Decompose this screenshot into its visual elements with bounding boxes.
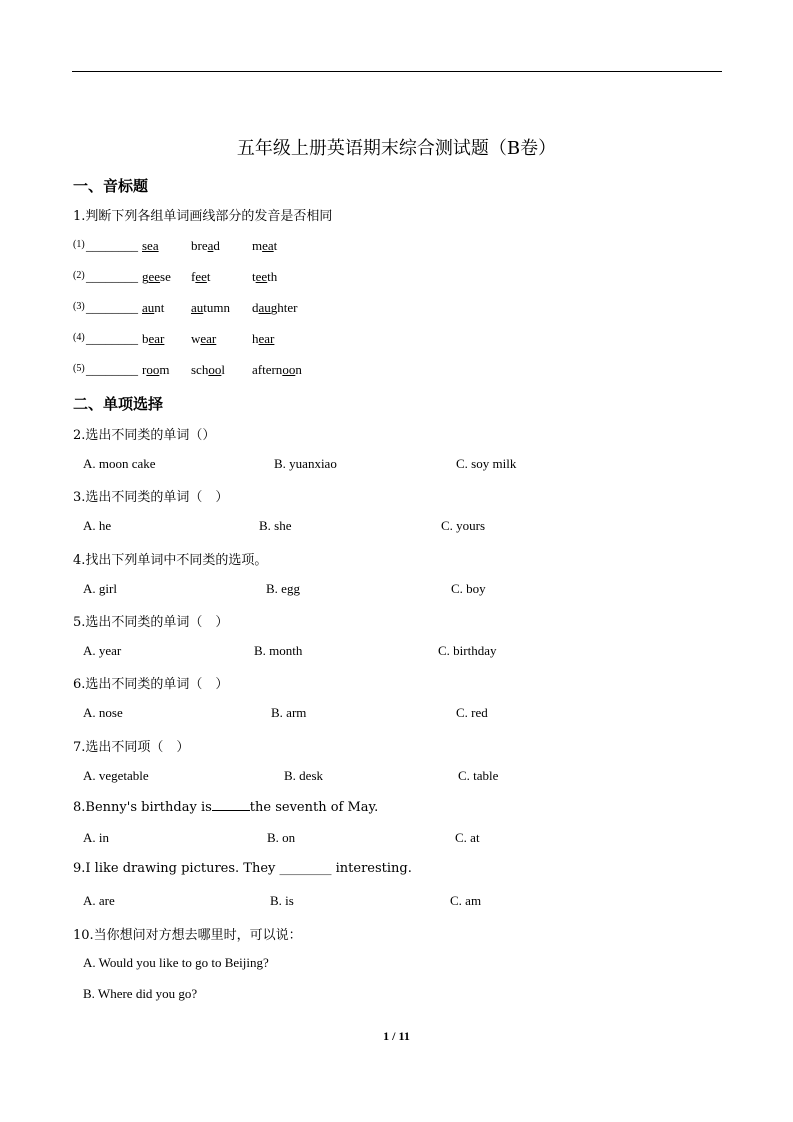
underlined-letters: ear (148, 331, 165, 346)
option-a[interactable]: A. Would you like to go to Beijing? (83, 955, 269, 970)
underlined-letters: ee (195, 269, 207, 284)
section-heading-single-choice: 二、单项选择 (73, 395, 164, 413)
word-w1 (142, 269, 171, 285)
word-w3 (252, 300, 298, 316)
underlined-letters: ea (262, 238, 274, 253)
word-w1 (142, 362, 169, 378)
option-b[interactable]: B. desk (284, 768, 323, 783)
word-part: m (159, 362, 170, 377)
word-part: h (252, 331, 259, 346)
answer-blank[interactable]: ________ (86, 362, 138, 377)
word-part: th (267, 269, 278, 284)
underlined-letters: ee (148, 269, 161, 284)
item-number: (2) (73, 270, 85, 281)
word-part: b (142, 331, 149, 346)
option-c[interactable]: C. soy milk (456, 456, 517, 471)
option-a[interactable]: A. year (83, 643, 122, 658)
question-4-stem: 4.找出下列单词中不同类的选项。 (73, 553, 268, 568)
underlined-letters: oo (282, 362, 296, 377)
option-c[interactable]: C. birthday (438, 643, 497, 658)
underlined-letters: au (258, 300, 271, 315)
word-part: ghter (270, 300, 298, 315)
option-c[interactable]: C. boy (451, 581, 486, 596)
word-part: w (191, 331, 201, 346)
word-part: bre (191, 238, 208, 253)
question-1-stem: 1.判断下列各组单词画线部分的发音是否相同 (73, 209, 333, 224)
underlined-letters: a (207, 238, 214, 253)
stem-text: the seventh of May. (249, 800, 379, 815)
option-b[interactable]: B. she (259, 518, 292, 533)
question-6-stem: 6.选出不同类的单词（ ） (73, 677, 229, 692)
underlined-letters: ear (200, 331, 217, 346)
stem-text: 8.Benny's birthday is (73, 800, 212, 815)
word-w2 (191, 269, 211, 285)
question-9-stem: 9.I like drawing pictures. They ________ interesting. (73, 861, 412, 876)
question-8-stem (73, 798, 378, 815)
page-number: 1 / 11 (383, 1029, 410, 1043)
underlined-letters: au (142, 300, 155, 315)
item-number: (5) (73, 363, 85, 374)
word-w3 (252, 269, 277, 285)
word-part: d (213, 238, 220, 253)
word-w1 (142, 238, 159, 254)
option-b[interactable]: B. egg (266, 581, 300, 596)
word-part: aftern (252, 362, 283, 377)
answer-blank[interactable] (212, 798, 250, 811)
option-c[interactable]: C. red (456, 705, 488, 720)
option-c[interactable]: C. table (458, 768, 499, 783)
underlined-letters: oo (208, 362, 222, 377)
header-rule (72, 71, 722, 72)
word-part: t (206, 269, 211, 284)
option-a[interactable]: A. nose (83, 705, 123, 720)
option-a[interactable]: A. in (83, 830, 109, 845)
answer-blank[interactable]: ________ (86, 238, 138, 253)
word-w3 (252, 238, 277, 254)
question-2-stem: 2.选出不同类的单词（） (73, 428, 216, 443)
answer-blank[interactable]: ________ (86, 331, 138, 346)
answer-blank[interactable]: ________ (86, 300, 138, 315)
option-a[interactable]: A. are (83, 893, 115, 908)
page-title: 五年级上册英语期末综合测试题（B卷） (236, 138, 557, 159)
word-part: nt (154, 300, 165, 315)
option-c[interactable]: C. am (450, 893, 482, 908)
underlined-letters: oo (146, 362, 160, 377)
item-number: (1) (73, 239, 85, 250)
option-a[interactable]: A. moon cake (83, 456, 156, 471)
word-part: d (252, 300, 259, 315)
answer-blank[interactable]: ________ (86, 269, 138, 284)
option-a[interactable]: A. he (83, 518, 112, 533)
word-part: l (221, 362, 225, 377)
option-b[interactable]: B. Where did you go? (83, 986, 198, 1001)
word-w3 (252, 362, 302, 378)
question-10-stem: 10.当你想问对方想去哪里时，可以说： (73, 928, 302, 943)
question-5-stem: 5.选出不同类的单词（ ） (73, 615, 229, 630)
section-heading-phonetics: 一、音标题 (73, 177, 149, 195)
word-part: sch (191, 362, 209, 377)
option-b[interactable]: B. month (254, 643, 303, 658)
word-part: g (142, 269, 149, 284)
underlined-letters: sea (142, 238, 159, 253)
word-part: m (252, 238, 263, 253)
word-w1 (142, 331, 164, 347)
option-b[interactable]: B. is (270, 893, 294, 908)
word-w1 (142, 300, 164, 316)
word-w2 (191, 362, 225, 378)
option-b[interactable]: B. arm (271, 705, 307, 720)
word-w3 (252, 331, 274, 347)
underlined-letters: au (191, 300, 204, 315)
word-w2 (191, 238, 220, 254)
word-w2 (191, 300, 230, 316)
item-number: (4) (73, 332, 85, 343)
option-c[interactable]: C. at (455, 830, 480, 845)
question-3-stem: 3.选出不同类的单词（ ） (73, 490, 229, 505)
word-w2 (191, 331, 216, 347)
option-a[interactable]: A. vegetable (83, 768, 149, 783)
word-part: tumn (203, 300, 231, 315)
word-part: se (160, 269, 171, 284)
word-part: n (295, 362, 302, 377)
word-part: t (252, 269, 256, 284)
option-a[interactable]: A. girl (83, 581, 117, 596)
word-part: r (142, 362, 147, 377)
word-part: t (273, 238, 278, 253)
option-c[interactable]: C. yours (441, 518, 486, 533)
word-part: f (191, 269, 196, 284)
underlined-letters: ear (258, 331, 275, 346)
underlined-letters: ee (255, 269, 268, 284)
item-number: (3) (73, 301, 85, 312)
option-b[interactable]: B. on (267, 830, 296, 845)
option-b[interactable]: B. yuanxiao (274, 456, 337, 471)
question-7-stem: 7.选出不同项（ ） (73, 740, 190, 755)
